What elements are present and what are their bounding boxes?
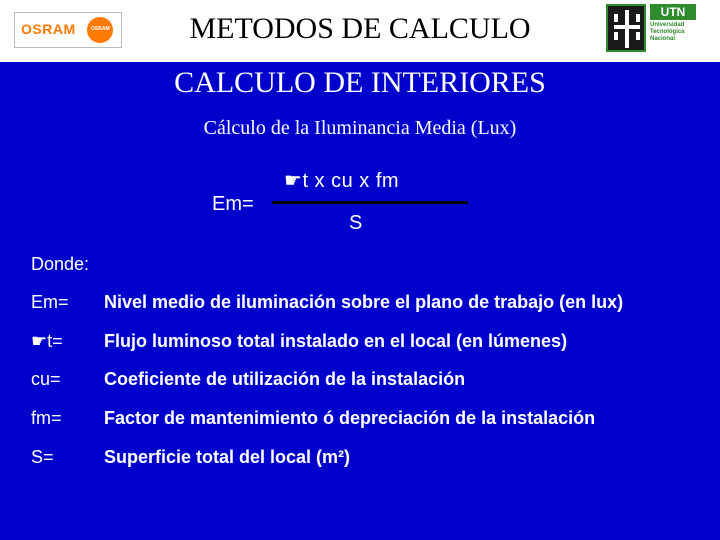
- formula-numerator: [284, 168, 399, 193]
- formula-numerator-text: t x cu x fm: [302, 170, 400, 192]
- definition-symbol-text: t=: [47, 331, 63, 351]
- section-subtitle: Cálculo de la Iluminancia Media (Lux): [203, 117, 517, 139]
- donde-label: Donde:: [31, 254, 90, 274]
- section-title: CALCULO DE INTERIORES: [174, 66, 546, 99]
- definition-symbol: Em=: [31, 292, 69, 312]
- definition-symbol: fm=: [31, 408, 62, 428]
- definition-description: Factor de mantenimiento ó depreciación de la instalación: [104, 408, 596, 428]
- definition-symbol: cu=: [31, 369, 61, 389]
- definition-description: Superficie total del local (m²): [104, 447, 351, 467]
- definition-row: [31, 292, 711, 316]
- formula-label: Em=: [212, 193, 254, 215]
- pointing-hand-icon: ☛: [284, 170, 303, 192]
- definition-symbol: [31, 331, 63, 352]
- osram-bulb-text: OSRAM: [91, 26, 110, 32]
- pointing-hand-icon: ☛: [31, 331, 48, 351]
- definition-row: [31, 369, 711, 393]
- formula-denominator: S: [349, 212, 363, 234]
- definition-description: Coeficiente de utilización de la instalación: [104, 369, 466, 389]
- definition-description: Flujo luminoso total instalado en el local (en lúmenes): [104, 331, 568, 351]
- utn-emblem-icon: [606, 4, 646, 52]
- definition-row: [31, 331, 711, 355]
- page-title: METODOS DE CALCULO: [189, 12, 531, 45]
- fraction-bar: [272, 201, 468, 204]
- definition-description: Nivel medio de iluminación sobre el plano de trabajo (en lux): [104, 292, 624, 312]
- utn-badge: UTN: [650, 4, 696, 20]
- definition-row: [31, 408, 711, 432]
- utn-logo: [606, 4, 698, 56]
- utn-subtitle: Universidad Tecnológica Nacional: [650, 22, 685, 42]
- definition-symbol: S=: [31, 447, 54, 467]
- definition-row: [31, 447, 711, 471]
- header-bar: [0, 0, 720, 62]
- osram-logo-text: OSRAM: [21, 21, 76, 37]
